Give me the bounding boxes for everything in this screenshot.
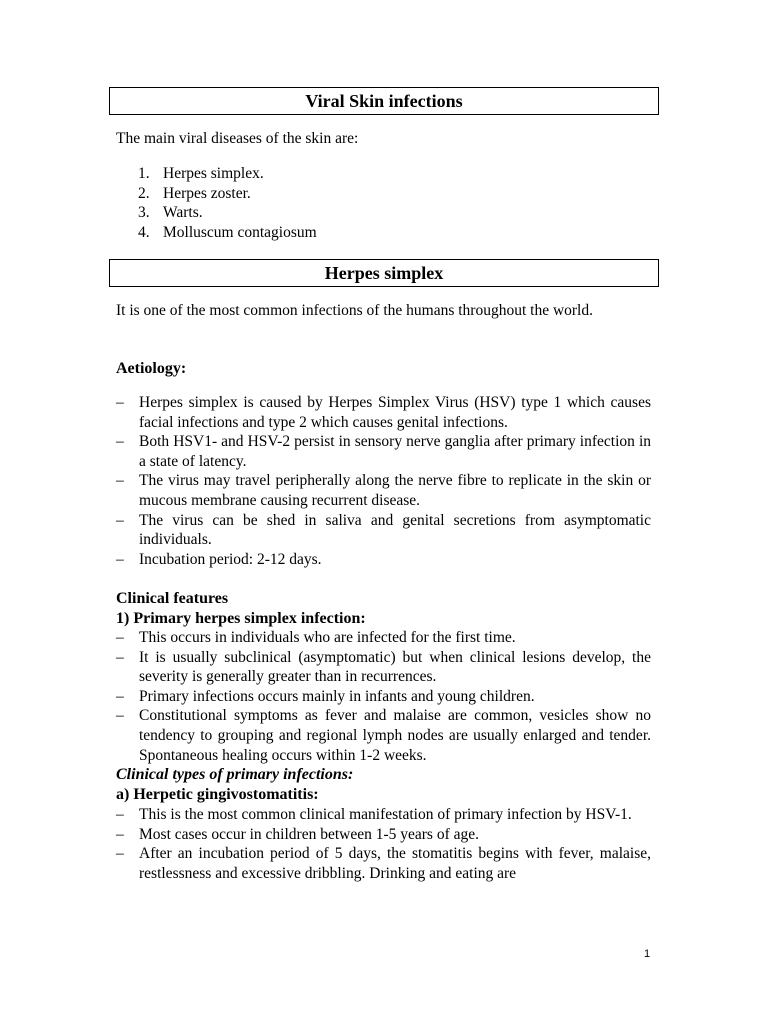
list-item: – The virus may travel peripherally along the nerve fibre to replicate in the skin or mucous membrane causing recurrent disease.	[116, 472, 651, 509]
herpes-intro-text: It is one of the most common infections of the humans throughout the world.	[116, 302, 593, 319]
list-item: 4. Molluscum contagiosum	[138, 223, 317, 241]
aetiology-list	[116, 393, 651, 569]
list-item: 3. Warts.	[138, 204, 203, 222]
section-title-viral-skin-infections: Viral Skin infections	[109, 87, 659, 115]
gingivostomatitis-heading: a) Herpetic gingivostomatitis:	[116, 786, 319, 803]
list-item: – Herpes simplex is caused by Herpes Simplex Virus (HSV) type 1 which causes facial infections and type 2 which causes genital infections.	[116, 394, 651, 431]
section-title-herpes-simplex: Herpes simplex	[109, 259, 659, 287]
list-item: 1. Herpes simplex.	[138, 165, 264, 182]
list-item: – Incubation period: 2-12 days.	[116, 550, 322, 568]
list-item: – It is usually subclinical (asymptomatic) but when clinical lesions develop, the severity is generally greater than in recurrences.	[116, 648, 651, 686]
list-item: – Most cases occur in children between 1-5 years of age.	[116, 825, 480, 843]
clinical-features-heading: Clinical features	[116, 590, 229, 607]
diseases-list	[138, 164, 317, 242]
list-item: – Constitutional symptoms as fever and malaise are common, vesicles show no tendency to grouping and regional lymph nodes are usually enlarged and tender. Spontaneous healing occurs within 1-2 weeks.	[116, 707, 651, 764]
aetiology-heading: Aetiology:	[116, 360, 187, 377]
list-item: – Both HSV1- and HSV-2 persist in sensory nerve ganglia after primary infection in a state of latency.	[116, 433, 651, 470]
page-number: 1	[644, 948, 651, 960]
list-item: – This is the most common clinical manifestation of primary infection by HSV-1.	[116, 806, 632, 823]
primary-infection-list	[116, 628, 651, 765]
primary-infection-heading: 1) Primary herpes simplex infection:	[116, 610, 366, 627]
list-item: – The virus can be shed in saliva and genital secretions from asymptomatic individuals.	[116, 511, 651, 549]
list-item: – After an incubation period of 5 days, the stomatitis begins with fever, malaise, restlessness and excessive dribbling. Drinking and eating are	[116, 845, 651, 882]
list-item: 2. Herpes zoster.	[138, 184, 251, 202]
clinical-types-heading: Clinical types of primary infections:	[116, 766, 354, 783]
list-item: – Primary infections occurs mainly in infants and young children.	[116, 687, 535, 705]
intro-text: The main viral diseases of the skin are:	[116, 130, 359, 147]
gingivostomatitis-list	[116, 805, 651, 883]
list-item: – This occurs in individuals who are infected for the first time.	[116, 629, 516, 646]
